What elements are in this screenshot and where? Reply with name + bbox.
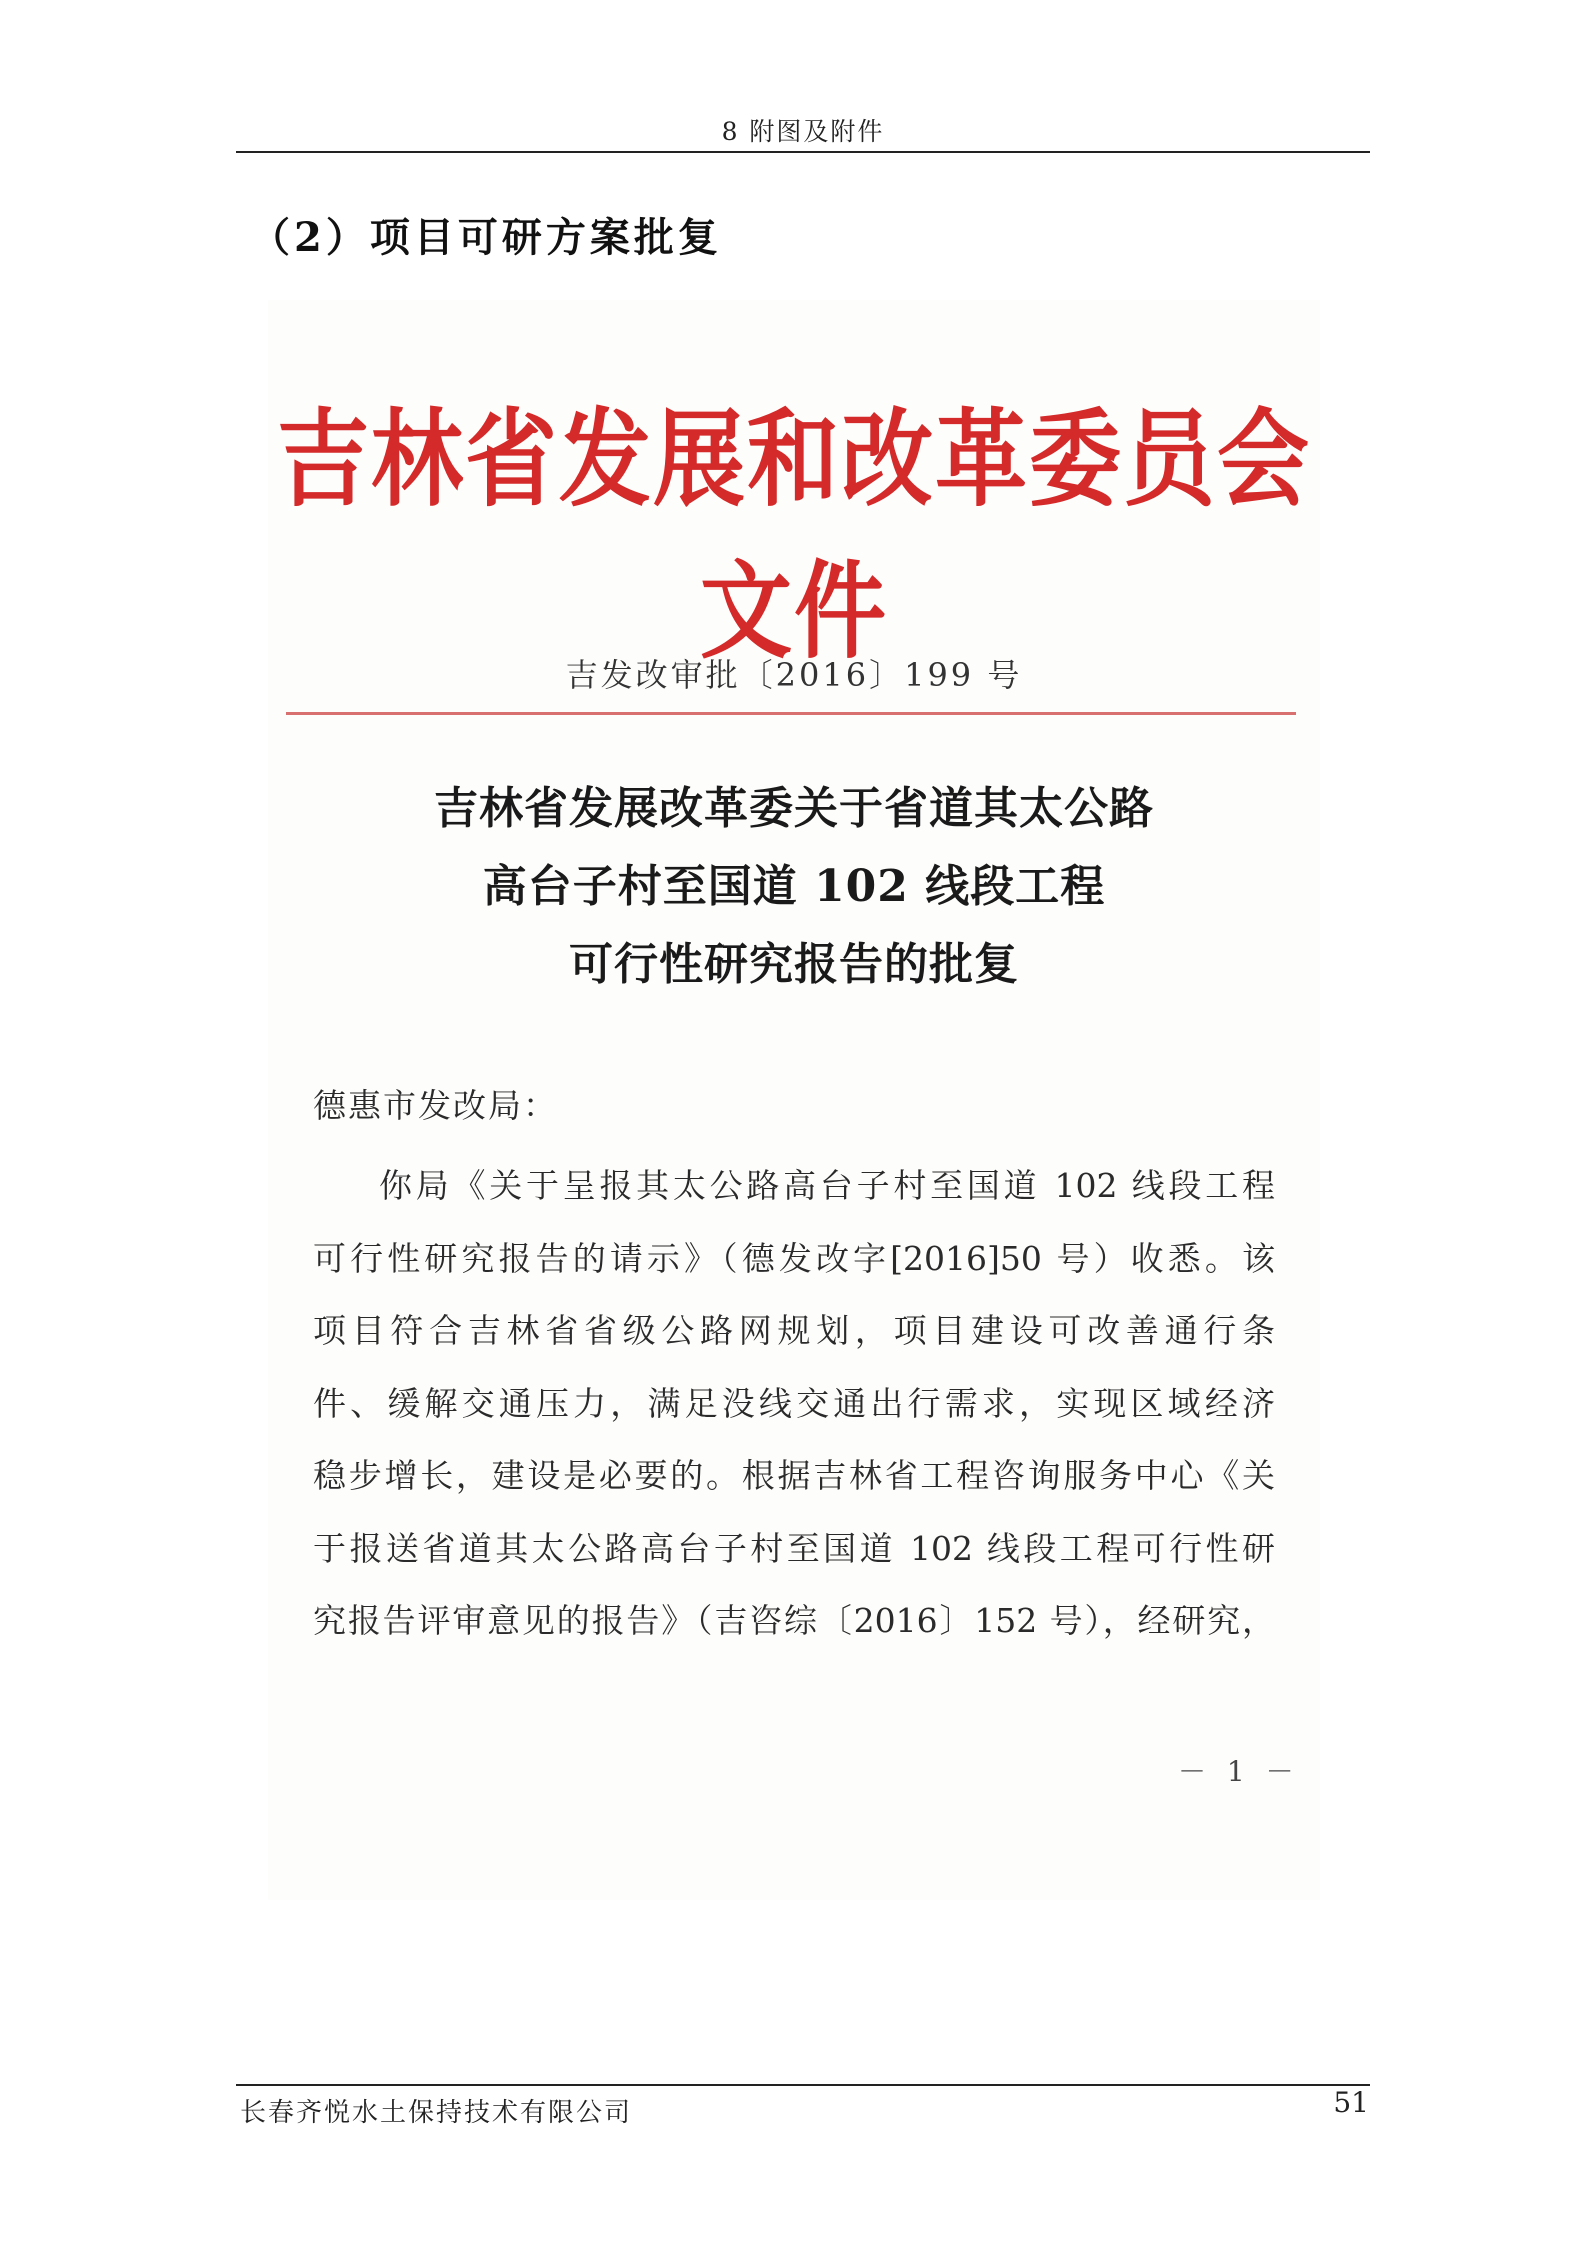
header-rule (236, 151, 1370, 153)
body-line: 究报告评审意见的报告》（吉咨综〔2016〕152 号），经研究， (313, 1601, 1275, 1640)
body-line: 于报送省道其太公路高台子村至国道 102 线段工程可行性研 (313, 1528, 1275, 1568)
footer-company: 长春齐悦水土保持技术有限公司 (240, 2098, 633, 2128)
document-salutation: 德惠市发改局： (313, 1086, 558, 1125)
body-line: 稳步增长，建设是必要的。根据吉林省工程咨询服务中心《关 (313, 1456, 1275, 1495)
document-title-line: 吉林省发展改革委关于省道其太公路 (434, 783, 1154, 834)
document-number: 吉发改审批〔2016〕199 号 (565, 656, 1023, 694)
document-body (313, 1150, 1275, 1658)
scanned-document (268, 300, 1320, 1900)
document-title-line: 高台子村至国道 102 线段工程 (482, 861, 1106, 912)
document-page-number: － 1 － (1178, 1755, 1300, 1788)
body-line: 项目符合吉林省省级公路网规划，项目建设可改善通行条 (313, 1311, 1275, 1350)
body-line: 你局《关于呈报其太公路高台子村至国道 102 线段工程 (379, 1166, 1275, 1205)
section-heading: （2）项目可研方案批复 (250, 214, 722, 261)
document-title (268, 770, 1320, 1004)
footer-rule (236, 2084, 1370, 2086)
red-divider (286, 712, 1296, 715)
footer-page-number: 51 (1333, 2086, 1369, 2119)
body-line: 件、缓解交通压力，满足没线交通出行需求，实现区域经济 (313, 1383, 1275, 1423)
body-line: 可行性研究报告的请示》（德发改字[2016]50 号）收悉。该 (313, 1238, 1275, 1278)
document-title-line: 可行性研究报告的批复 (569, 939, 1019, 990)
document-masthead: 吉林省发展和改革委员会文件 (276, 397, 1311, 674)
running-header: 8 附图及附件 (721, 117, 885, 146)
